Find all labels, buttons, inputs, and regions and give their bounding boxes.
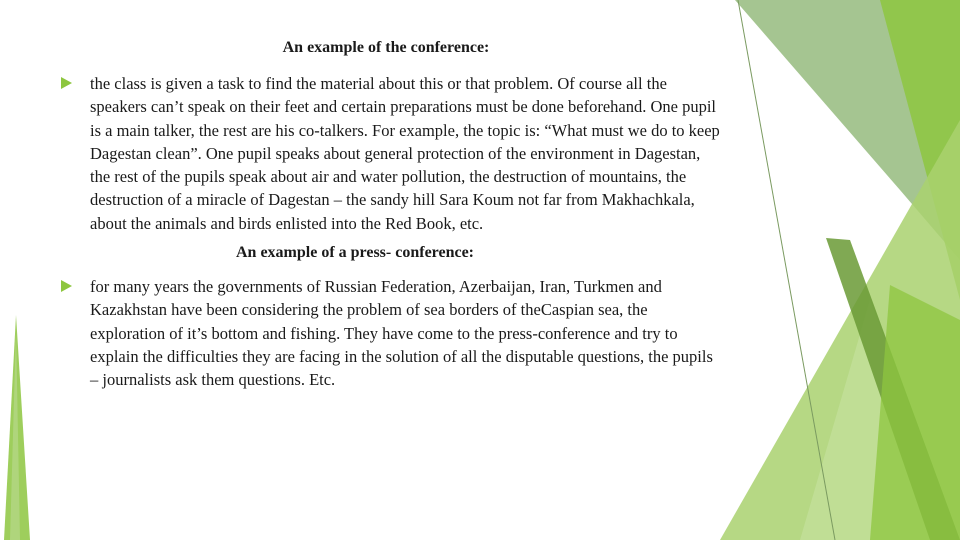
bullet-arrow-icon [61,77,72,89]
press-conference-bullet [60,275,720,391]
press-conference-text: for many years the governments of Russian Federation, Azerbaijan, Iran, Turkmen and Kazakhstan have been considering the problem of sea borders of theCaspian sea, the exploration of it’s bottom and fishing. They have come to the press-conference and try to explain the difficulties they are facing in the solution of all the disputable questions, the pupils – journalists ask them questions. Etc. [90,277,713,390]
conference-bullet [60,72,720,235]
bullet-arrow-icon [61,280,72,292]
press-conference-heading: An example of a press- conference: [235,244,475,262]
slide-content [60,38,720,392]
conference-heading: An example of the conference: [282,39,490,56]
conference-text: the class is given a task to find the material about this or that problem. Of course all the speakers can’t speak on their feet and certain preparations must be done beforehand. One pupil is a main talker, the rest are his co-talkers. For example, the topic is: “What must we do to keep Dagestan clean”. One pupil speaks about general protection of the environment in Dagestan, the rest of the pupils speak about air and water pollution, the destruction of mountains, the destruction of a miracle of Dagestan – the sandy hill Sara Koum not far from Makhachkala, about the animals and birds enlisted into the Red Book, etc. [90,74,720,233]
